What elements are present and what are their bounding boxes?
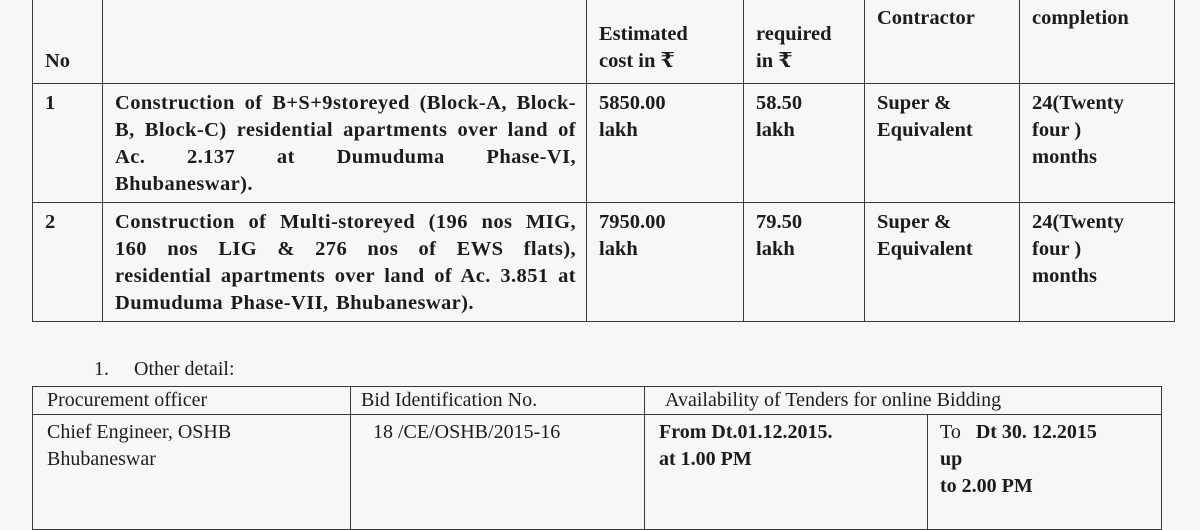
header-no: No bbox=[33, 0, 103, 84]
works-table bbox=[32, 0, 1175, 322]
row-completion-period: 24(Twenty four ) months bbox=[1020, 203, 1175, 322]
header-estimated-cost: Estimated cost in ₹ bbox=[587, 0, 744, 84]
row-emd: 79.50 lakh bbox=[744, 203, 865, 322]
table-row bbox=[33, 203, 1175, 322]
header-emd-required: required in ₹ bbox=[744, 0, 865, 84]
header-completion: completion bbox=[1020, 0, 1175, 84]
section-heading bbox=[94, 358, 235, 381]
row-emd: 58.50 lakh bbox=[744, 84, 865, 203]
table-row bbox=[33, 84, 1175, 203]
bid-identification-no: 18 /CE/OSHB/2015-16 bbox=[351, 415, 645, 530]
header-procurement-officer: Procurement officer bbox=[33, 387, 351, 415]
row-no: 1 bbox=[33, 84, 103, 203]
header-bid-identification: Bid Identification No. bbox=[351, 387, 645, 415]
other-detail-header bbox=[33, 387, 1162, 415]
row-estimated-cost: 7950.00 lakh bbox=[587, 203, 744, 322]
row-work-description: Construction of B+S+9storeyed (Block-A, Block-B, Block-C) residential apartments over land of Ac. 2.137 at Dumuduma Phase-VI, Bhubaneswar). bbox=[103, 84, 587, 203]
header-contractor: Contractor bbox=[865, 0, 1020, 84]
row-estimated-cost: 5850.00 lakh bbox=[587, 84, 744, 203]
row-completion-period: 24(Twenty four ) months bbox=[1020, 84, 1175, 203]
row-contractor-class: Super & Equivalent bbox=[865, 203, 1020, 322]
header-availability: Availability of Tenders for online Bidding bbox=[645, 387, 1162, 415]
other-detail-table bbox=[32, 386, 1162, 530]
table-row bbox=[33, 415, 1162, 530]
row-contractor-class: Super & Equivalent bbox=[865, 84, 1020, 203]
works-table-header bbox=[33, 0, 1175, 84]
section-title: Other detail: bbox=[134, 358, 235, 380]
section-number: 1. bbox=[94, 358, 109, 380]
availability-to: To Dt 30. 12.2015 up to 2.00 PM bbox=[928, 415, 1162, 530]
header-work bbox=[103, 0, 587, 84]
availability-from: From Dt.01.12.2015. at 1.00 PM bbox=[645, 415, 928, 530]
procurement-officer: Chief Engineer, OSHB Bhubaneswar bbox=[33, 415, 351, 530]
row-no: 2 bbox=[33, 203, 103, 322]
row-work-description: Construction of Multi-storeyed (196 nos MIG, 160 nos LIG & 276 nos of EWS flats), residential apartments over land of Ac. 3.851 at Dumuduma Phase-VII, Bhubaneswar). bbox=[103, 203, 587, 322]
